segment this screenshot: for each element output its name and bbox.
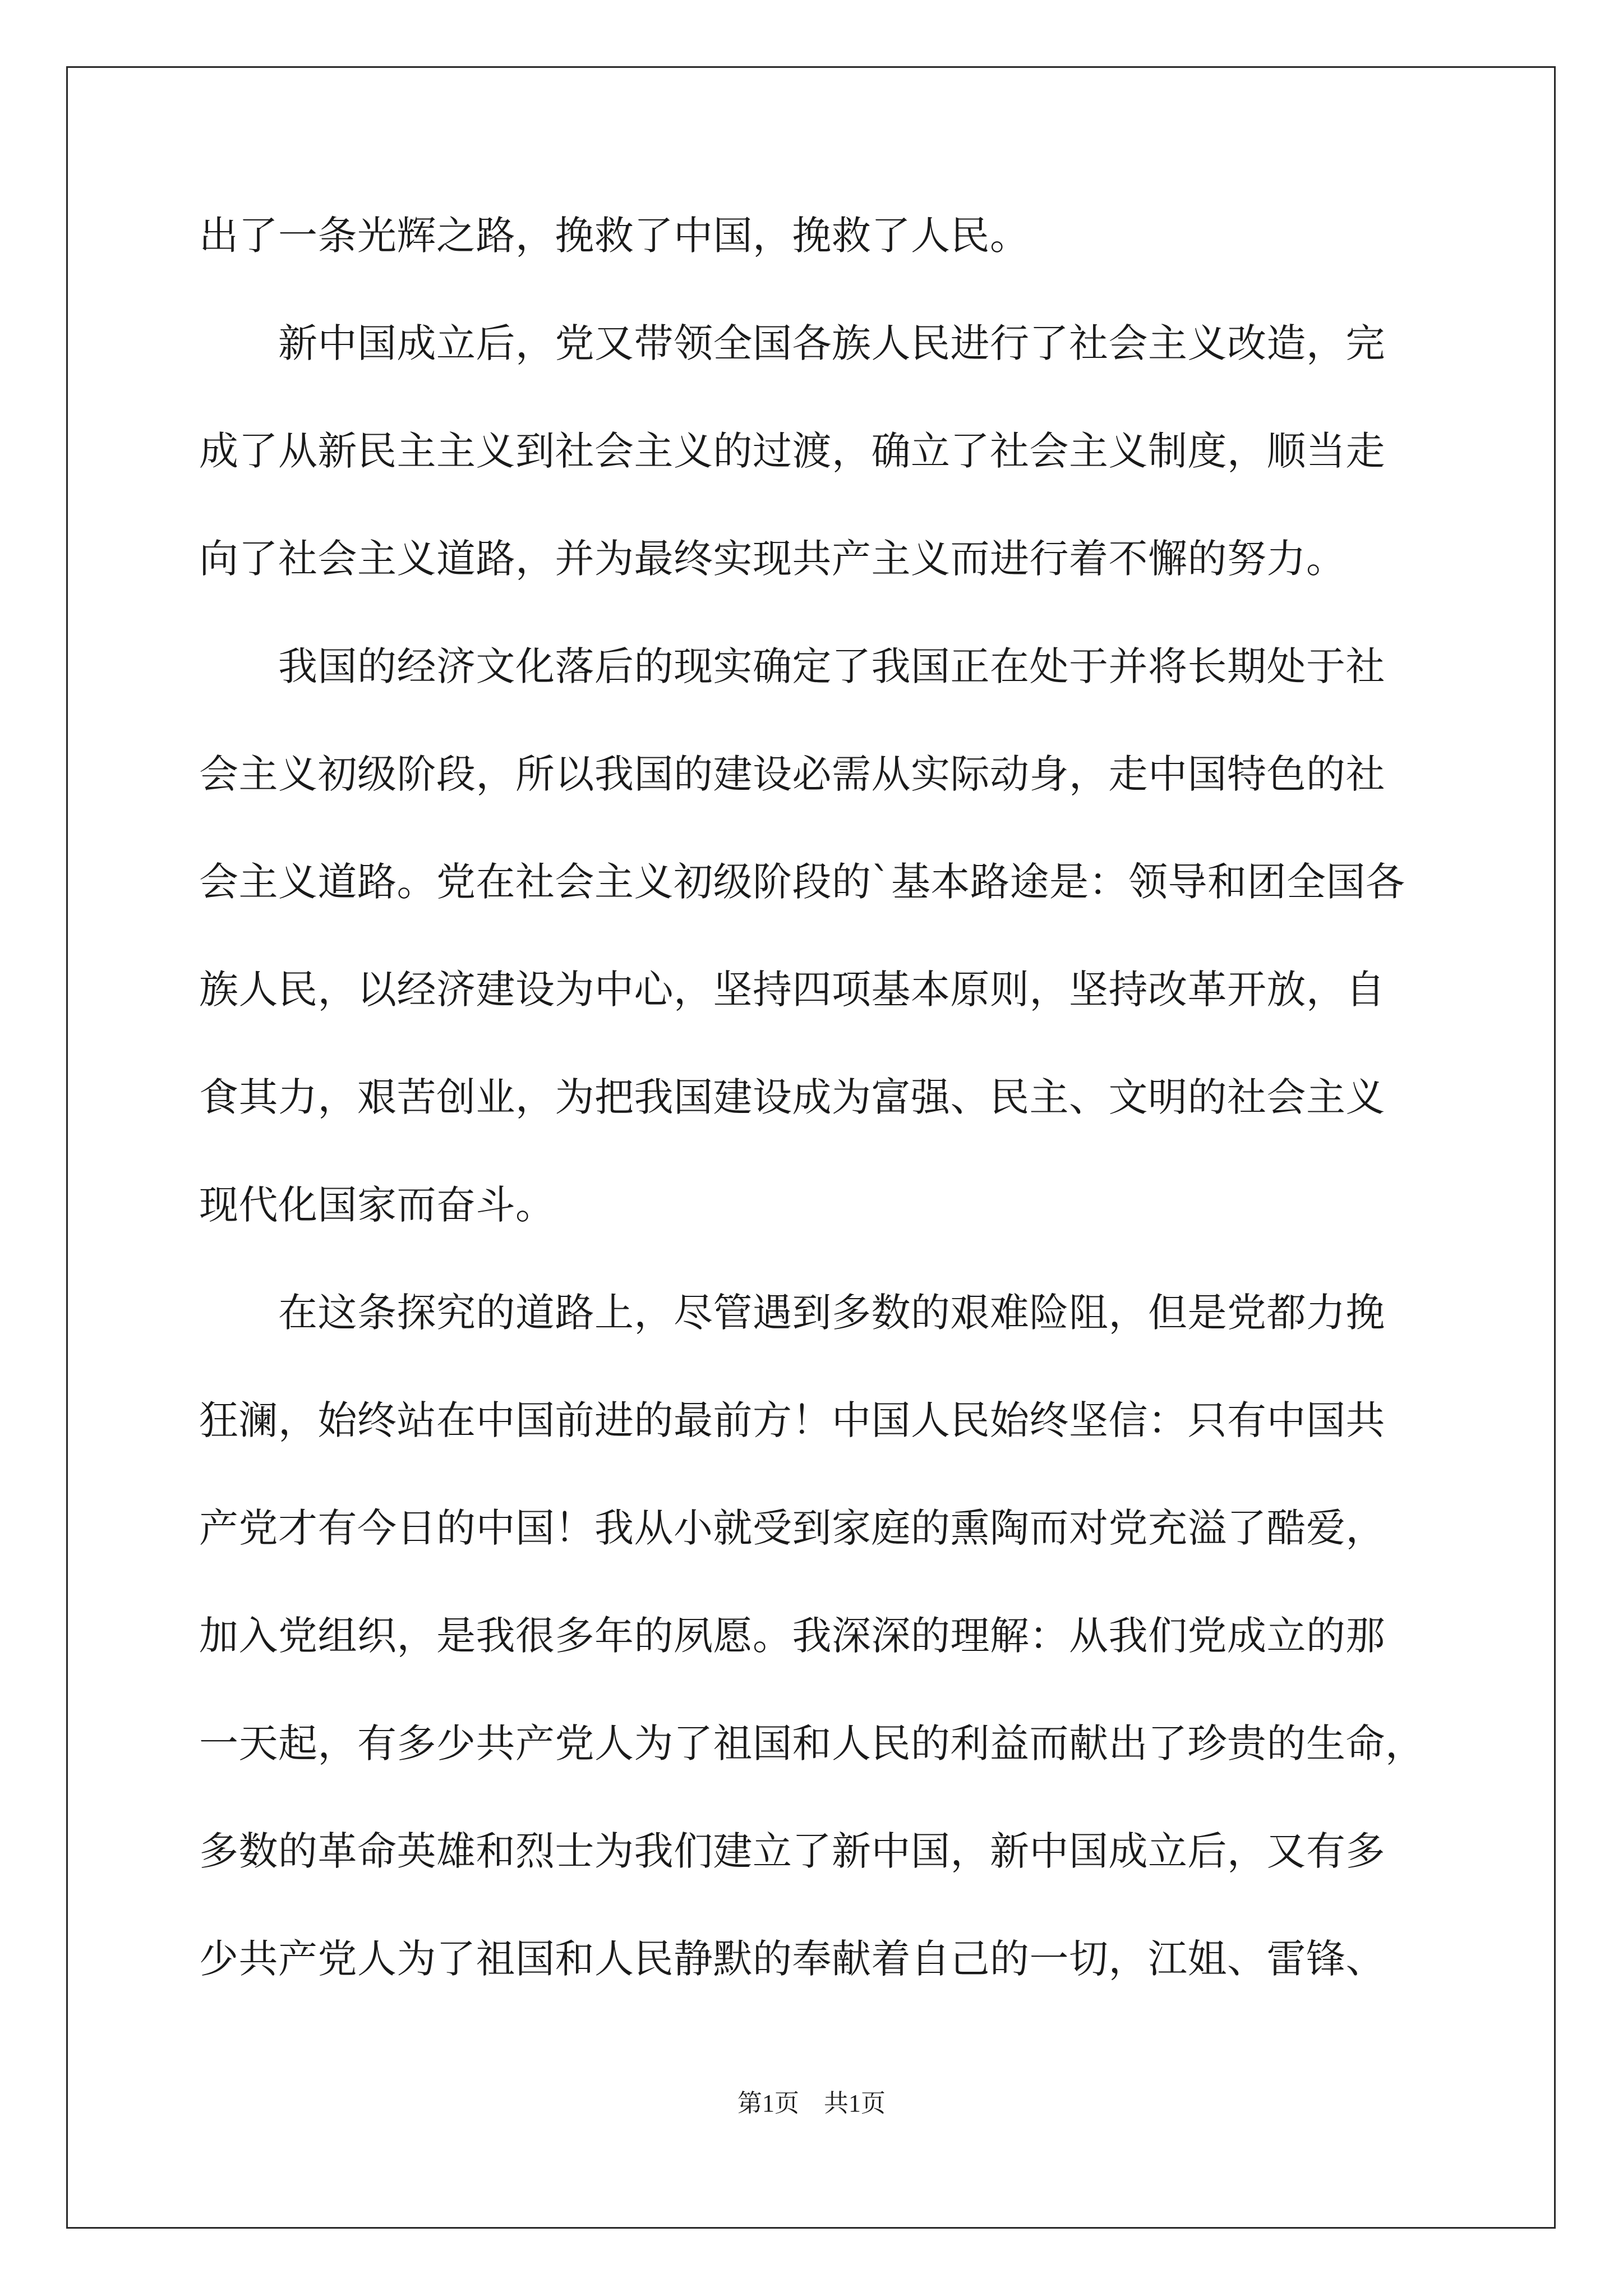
text-line: 成了从新民主主义到社会主义的过渡，确立了社会主义制度，顺当走 — [199, 428, 1385, 474]
text-line: 少共产党人为了祖国和人民静默的奉献着自己的一切，江姐、雷锋、 — [199, 1936, 1385, 1982]
text-line: 新中国成立后，党又带领全国各族人民进行了社会主义改造，完 — [199, 320, 1385, 366]
text-line: 加入党组织，是我很多年的夙愿。我深深的理解：从我们党成立的那 — [199, 1613, 1385, 1659]
text-line: 会主义初级阶段，所以我国的建设必需从实际动身，走中国特色的社 — [199, 751, 1385, 797]
text-line: 现代化国家而奋斗。 — [199, 1182, 555, 1228]
document-body — [199, 202, 1433, 2033]
text-line: 多数的革命英雄和烈士为我们建立了新中国，新中国成立后，又有多 — [199, 1828, 1385, 1874]
text-line: 一天起，有多少共产党人为了祖国和人民的利益而献出了珍贵的生命， — [199, 1720, 1425, 1766]
text-line: 向了社会主义道路，并为最终实现共产主义而进行着不懈的努力。 — [199, 536, 1346, 582]
text-line: 出了一条光辉之路，挽救了中国，挽救了人民。 — [199, 213, 1030, 259]
text-line: 狂澜，始终站在中国前进的最前方！中国人民始终坚信：只有中国共 — [199, 1397, 1385, 1443]
text-line: 我国的经济文化落后的现实确定了我国正在处于并将长期处于社 — [199, 643, 1385, 689]
text-line: 会主义道路。党在社会主义初级阶段的`基本路途是：领导和团全国各 — [199, 859, 1405, 905]
text-line: 族人民，以经济建设为中心，坚持四项基本原则，坚持改革开放，自 — [199, 967, 1385, 1013]
text-line: 产党才有今日的中国！我从小就受到家庭的熏陶而对党充溢了酷爱， — [199, 1505, 1385, 1551]
page-footer: 第1页 共1页 — [737, 2090, 886, 2117]
text-line: 食其力，艰苦创业，为把我国建设成为富强、民主、文明的社会主义 — [199, 1074, 1385, 1120]
text-line: 在这条探究的道路上，尽管遇到多数的艰难险阻，但是党都力挽 — [199, 1290, 1385, 1336]
